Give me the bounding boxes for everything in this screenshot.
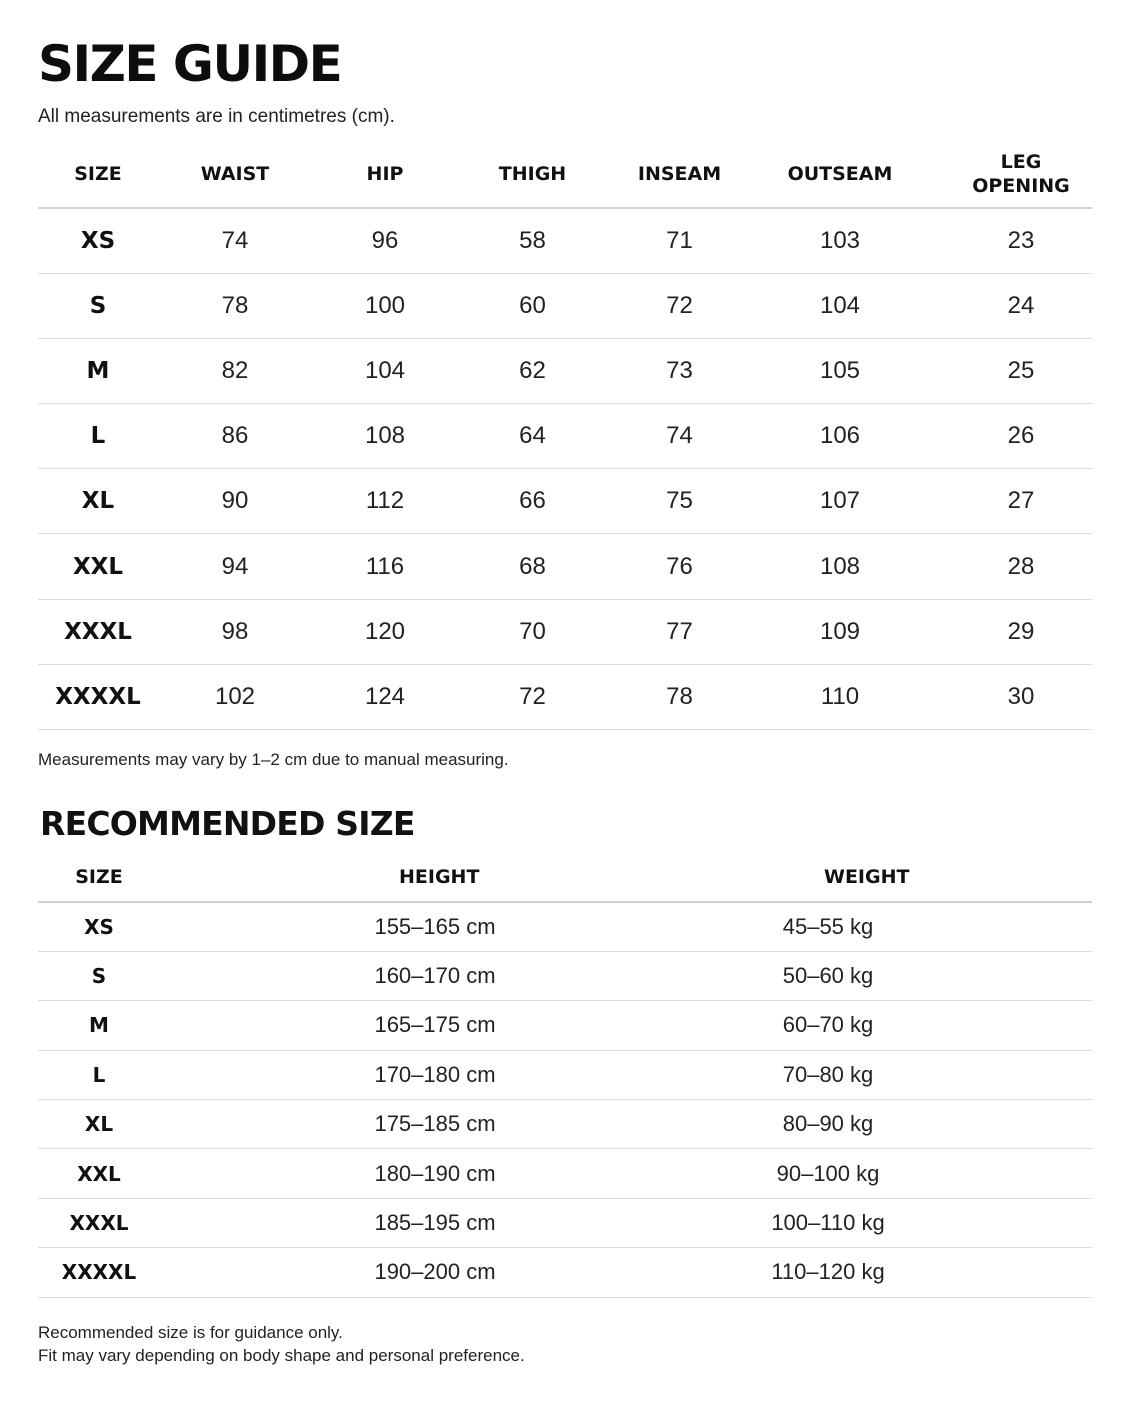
table-row: [38, 338, 1092, 403]
recommended-size-title: RECOMMENDED SIZE: [40, 804, 415, 843]
cell-thigh: 64: [458, 404, 607, 469]
cell-waist: 102: [158, 664, 312, 729]
table-row: [38, 273, 1092, 338]
cell-weight: 50–60 kg: [708, 951, 1092, 1000]
table-row: [38, 664, 1092, 729]
guidance-note: Recommended size is for guidance only.: [38, 1323, 343, 1342]
cell-weight: 70–80 kg: [708, 1050, 1092, 1099]
cell-outseam: 105: [752, 338, 928, 403]
cell-thigh: 58: [458, 208, 607, 273]
cell-weight: 60–70 kg: [708, 1001, 1092, 1050]
table-header-row: [38, 852, 1092, 902]
cell-leg-opening: 26: [928, 404, 1092, 469]
cell-waist: 98: [158, 599, 312, 664]
cell-height: 160–170 cm: [160, 951, 708, 1000]
cell-outseam: 103: [752, 208, 928, 273]
cell-hip: 120: [312, 599, 458, 664]
cell-outseam: 110: [752, 664, 928, 729]
measurement-note: Measurements may vary by 1–2 cm due to manual measuring.: [38, 750, 509, 769]
recommended-notes: [38, 1321, 525, 1367]
cell-thigh: 70: [458, 599, 607, 664]
cell-outseam: 104: [752, 273, 928, 338]
cell-leg-opening: 29: [928, 599, 1092, 664]
column-header-leg-opening: LEG OPENING: [928, 140, 1092, 208]
cell-weight: 90–100 kg: [708, 1149, 1092, 1198]
cell-weight: 80–90 kg: [708, 1100, 1092, 1149]
cell-inseam: 77: [607, 599, 752, 664]
cell-inseam: 71: [607, 208, 752, 273]
table-row: [38, 1050, 1092, 1099]
column-header-size: SIZE: [38, 852, 160, 902]
cell-height: 185–195 cm: [160, 1198, 708, 1247]
column-header-height: HEIGHT: [160, 852, 708, 902]
cell-outseam: 109: [752, 599, 928, 664]
recommended-size-table: [38, 852, 1092, 1298]
table-row: [38, 902, 1092, 951]
table-row: [38, 599, 1092, 664]
cell-size: XS: [38, 208, 158, 273]
cell-waist: 86: [158, 404, 312, 469]
table-row: [38, 951, 1092, 1000]
cell-inseam: 74: [607, 404, 752, 469]
table-row: [38, 1100, 1092, 1149]
cell-thigh: 68: [458, 534, 607, 599]
fit-note: Fit may vary depending on body shape and personal preference.: [38, 1346, 525, 1365]
table-row: [38, 1149, 1092, 1198]
cell-size: L: [38, 1050, 160, 1099]
cell-waist: 74: [158, 208, 312, 273]
table-row: [38, 1001, 1092, 1050]
cell-thigh: 66: [458, 469, 607, 534]
cell-size: XXL: [38, 534, 158, 599]
cell-weight: 45–55 kg: [708, 902, 1092, 951]
cell-size: XL: [38, 1100, 160, 1149]
cell-hip: 108: [312, 404, 458, 469]
cell-inseam: 76: [607, 534, 752, 599]
cell-thigh: 72: [458, 664, 607, 729]
measurement-table: [38, 140, 1092, 730]
cell-size: XXXL: [38, 599, 158, 664]
cell-leg-opening: 23: [928, 208, 1092, 273]
cell-size: L: [38, 404, 158, 469]
table-row: [38, 1248, 1092, 1297]
cell-leg-opening: 30: [928, 664, 1092, 729]
cell-hip: 104: [312, 338, 458, 403]
table-row: [38, 208, 1092, 273]
column-header-outseam: OUTSEAM: [752, 140, 928, 208]
cell-hip: 100: [312, 273, 458, 338]
cell-leg-opening: 27: [928, 469, 1092, 534]
column-header-hip: HIP: [312, 140, 458, 208]
cell-inseam: 75: [607, 469, 752, 534]
cell-leg-opening: 28: [928, 534, 1092, 599]
column-header-inseam: INSEAM: [607, 140, 752, 208]
cell-size: XXXXL: [38, 664, 158, 729]
cell-hip: 96: [312, 208, 458, 273]
cell-height: 165–175 cm: [160, 1001, 708, 1050]
table-header-row: [38, 140, 1092, 208]
column-header-waist: WAIST: [158, 140, 312, 208]
cell-leg-opening: 24: [928, 273, 1092, 338]
column-header-weight: WEIGHT: [708, 852, 1092, 902]
column-header-size: SIZE: [38, 140, 158, 208]
cell-hip: 124: [312, 664, 458, 729]
cell-weight: 100–110 kg: [708, 1198, 1092, 1247]
cell-size: XXXXL: [38, 1248, 160, 1297]
cell-inseam: 72: [607, 273, 752, 338]
cell-thigh: 60: [458, 273, 607, 338]
cell-leg-opening: 25: [928, 338, 1092, 403]
cell-height: 190–200 cm: [160, 1248, 708, 1297]
cell-size: XXXL: [38, 1198, 160, 1247]
page-title: SIZE GUIDE: [38, 35, 342, 93]
cell-height: 180–190 cm: [160, 1149, 708, 1198]
cell-size: XS: [38, 902, 160, 951]
table-row: [38, 1198, 1092, 1247]
cell-size: M: [38, 1001, 160, 1050]
cell-inseam: 73: [607, 338, 752, 403]
cell-size: XL: [38, 469, 158, 534]
cell-outseam: 108: [752, 534, 928, 599]
cell-waist: 78: [158, 273, 312, 338]
cell-hip: 112: [312, 469, 458, 534]
cell-height: 170–180 cm: [160, 1050, 708, 1099]
cell-hip: 116: [312, 534, 458, 599]
cell-weight: 110–120 kg: [708, 1248, 1092, 1297]
cell-outseam: 106: [752, 404, 928, 469]
cell-thigh: 62: [458, 338, 607, 403]
cell-outseam: 107: [752, 469, 928, 534]
table-row: [38, 469, 1092, 534]
cell-size: S: [38, 273, 158, 338]
cell-waist: 94: [158, 534, 312, 599]
cell-height: 155–165 cm: [160, 902, 708, 951]
cell-inseam: 78: [607, 664, 752, 729]
cell-size: XXL: [38, 1149, 160, 1198]
column-header-thigh: THIGH: [458, 140, 607, 208]
cell-size: S: [38, 951, 160, 1000]
cell-size: M: [38, 338, 158, 403]
units-subtitle: All measurements are in centimetres (cm).: [38, 106, 395, 127]
cell-waist: 82: [158, 338, 312, 403]
table-row: [38, 534, 1092, 599]
cell-waist: 90: [158, 469, 312, 534]
table-row: [38, 404, 1092, 469]
cell-height: 175–185 cm: [160, 1100, 708, 1149]
